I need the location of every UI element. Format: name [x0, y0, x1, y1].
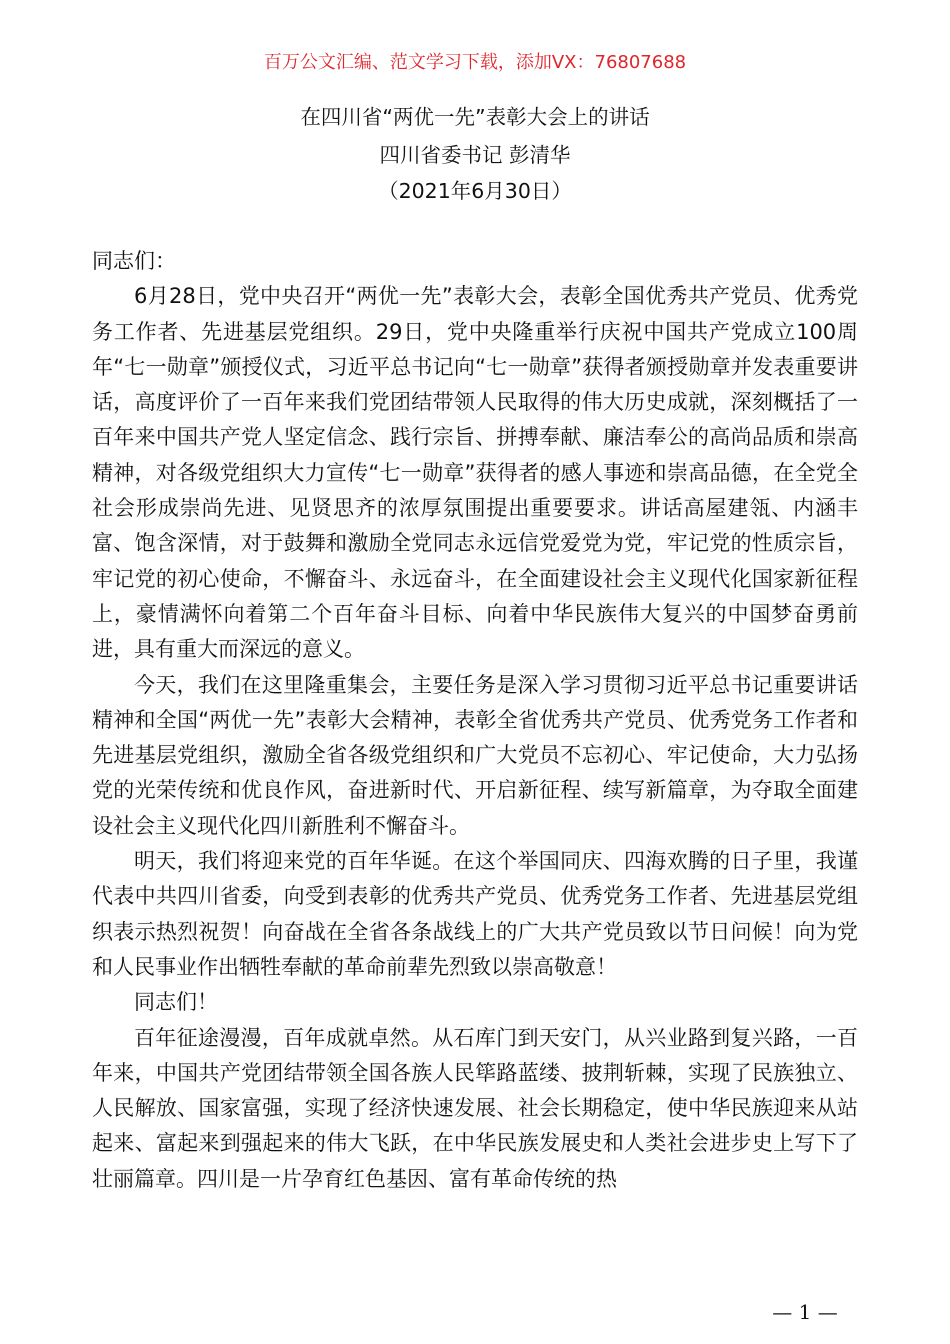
promo-banner: 百万公文汇编、范文学习下载，添加VX：76807688: [263, 52, 687, 73]
paragraph: 明天，我们将迎来党的百年华诞。在这个举国同庆、四海欢腾的日子里，我谨代表中共四川省委，向受到表彰的优秀共产党员、优秀党务工作者、先进基层党组织表示热烈祝贺！向奋战在全省各条战线上的广大共产党员致以节日问候！向为党和人民事业作出牺牲奉献的革命前辈先烈致以崇高敬意！: [92, 849, 858, 979]
paragraph: 今天，我们在这里隆重集会，主要任务是深入学习贯彻习近平总书记重要讲话精神和全国“两优一先”表彰大会精神，表彰全省优秀共产党员、优秀党务工作者和先进基层党组织，激励全省各级党组织和广大党员不忘初心、牢记使命，大力弘扬党的光荣传统和优良作风，奋进新时代、开启新征程、续写新篇章，为夺取全面建设社会主义现代化四川新胜利不懈奋斗。: [92, 672, 858, 838]
speaker-line: 四川省委书记 彭清华: [379, 143, 571, 167]
page-number: — 1 —: [772, 1300, 838, 1324]
speech-body: [92, 244, 858, 1197]
speech-date: （2021年6月30日）: [378, 179, 572, 203]
paragraph: 6月28日，党中央召开“两优一先”表彰大会，表彰全国优秀共产党员、优秀党务工作者、先进基层党组织。29日，党中央隆重举行庆祝中国共产党成立100周年“七一勋章”颁授仪式，习近平总书记向“七一勋章”获得者颁授勋章并发表重要讲话，高度评价了一百年来我们党团结带领人民取得的伟大历史成就，深刻概括了一百年来中国共产党人坚定信念、践行宗旨、拼搏奉献、廉洁奉公的高尚品质和崇高精神，对各级党组织大力宣传“七一勋章”获得者的感人事迹和崇高品德，在全党全社会形成崇尚先进、见贤思齐的浓厚氛围提出重要要求。讲话高屋建瓴、内涵丰富、饱含深情，对于鼓舞和激励全党同志永远信党爱党为党，牢记党的性质宗旨，牢记党的初心使命，不懈奋斗、永远奋斗，在全面建设社会主义现代化国家新征程上，豪情满怀向着第二个百年奋斗目标、向着中华民族伟大复兴的中国梦奋勇前进，具有重大而深远的意义。: [92, 284, 858, 662]
paragraph: 百年征途漫漫，百年成就卓然。从石库门到天安门，从兴业路到复兴路，一百年来，中国共产党团结带领全国各族人民筚路蓝缕、披荆斩棘，实现了民族独立、人民解放、国家富强，实现了经济快速发展、社会长期稳定，使中华民族迎来从站起来、富起来到强起来的伟大飞跃，在中华民族发展史和人类社会进步史上写下了壮丽篇章。四川是一片孕育红色基因、富有革命传统的热: [92, 1025, 858, 1191]
salutation: 同志们：: [92, 249, 176, 273]
speech-title: 在四川省“两优一先”表彰大会上的讲话: [300, 105, 650, 129]
paragraph: 同志们！: [134, 990, 218, 1015]
